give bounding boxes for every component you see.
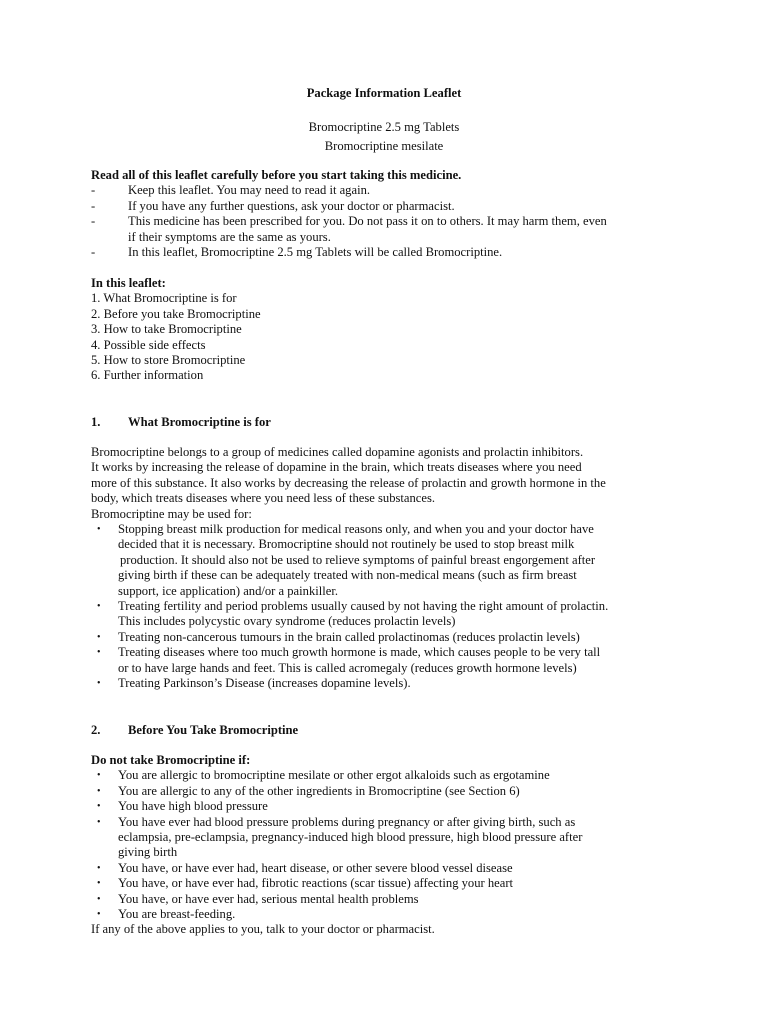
- section-1-heading: [91, 415, 271, 430]
- list-item-line: Stopping breast milk production for medical reasons only, and when you and your doctor have: [118, 522, 594, 537]
- closing-note: If any of the above applies to you, talk to your doctor or pharmacist.: [91, 922, 435, 937]
- dash-marker: -: [91, 198, 96, 213]
- intro-item: [91, 183, 691, 198]
- bullet-marker: •: [97, 524, 101, 536]
- product-name: Bromocriptine 2.5 mg Tablets: [308, 120, 460, 134]
- bullet-marker: •: [97, 601, 101, 613]
- bullet-marker: •: [97, 678, 101, 690]
- list-item: [91, 630, 691, 645]
- toc-section: [91, 276, 691, 384]
- toc-item: 1. What Bromocriptine is for: [91, 291, 237, 306]
- list-item-line: giving birth if these can be adequately treated with non-medical means (such as firm breast: [118, 568, 577, 583]
- bullet-marker: •: [97, 801, 101, 813]
- section-number: 1.: [91, 415, 101, 429]
- list-item: [91, 815, 691, 861]
- list-item-line: production. It should also not be used to relieve symptoms of painful breast engorgement after: [120, 552, 596, 567]
- dash-marker: -: [91, 214, 96, 229]
- list-item-line: You have, or have ever had, fibrotic reactions (scar tissue) affecting your heart: [118, 876, 514, 891]
- bullet-marker: •: [97, 893, 101, 905]
- list-item: [91, 676, 691, 691]
- list-item-line: You are allergic to any of the other ingredients in Bromocriptine (see Section 6): [118, 783, 520, 798]
- list-item: [91, 907, 691, 922]
- bullet-marker: •: [97, 878, 101, 890]
- intro-item: [91, 214, 691, 245]
- list-item: [91, 599, 691, 630]
- intro-item-line: In this leaflet, Bromocriptine 2.5 mg Tablets will be called Bromocriptine.: [128, 245, 503, 260]
- bullet-marker: •: [97, 816, 101, 828]
- intro-item-line: If you have any further questions, ask your doctor or pharmacist.: [128, 198, 455, 213]
- dash-marker: -: [91, 245, 96, 260]
- intro-heading: Read all of this leaflet carefully before you start taking this medicine.: [91, 168, 462, 182]
- list-item-line: You have, or have ever had, serious mental health problems: [118, 891, 419, 906]
- list-item: [91, 892, 691, 907]
- paragraph-line: body, which treats diseases where you need less of these substances.: [91, 491, 436, 506]
- leaflet-title: Package Information Leaflet: [306, 86, 462, 100]
- list-item: [91, 645, 691, 676]
- list-item-line: eclampsia, pre-eclampsia, pregnancy-induced high blood pressure, high blood pressure after: [118, 830, 583, 845]
- paragraph-line: Bromocriptine belongs to a group of medicines called dopamine agonists and prolactin inhibitors.: [91, 445, 584, 459]
- list-item-line: You have high blood pressure: [118, 799, 268, 814]
- dash-marker: -: [91, 183, 96, 198]
- toc-item: 4. Possible side effects: [91, 337, 206, 352]
- bullet-marker: •: [97, 770, 101, 782]
- list-item: [91, 522, 691, 599]
- intro-item-line: if their symptoms are the same as yours.: [128, 229, 331, 244]
- section-2-heading: [91, 723, 298, 738]
- list-item-line: Treating diseases where too much growth hormone is made, which causes people to be very tall: [118, 645, 601, 660]
- list-item-line: This includes polycystic ovary syndrome (reduces prolactin levels): [118, 614, 456, 629]
- section-title: What Bromocriptine is for: [128, 415, 271, 429]
- bullet-marker: •: [97, 909, 101, 921]
- section-title: Before You Take Bromocriptine: [128, 723, 299, 737]
- list-item-line: Treating fertility and period problems usually caused by not having the right amount of prolactin.: [118, 599, 609, 614]
- list-item-line: You have, or have ever had, heart disease, or other severe blood vessel disease: [118, 860, 513, 875]
- toc-item: 5. How to store Bromocriptine: [91, 353, 246, 368]
- list-item-line: You are allergic to bromocriptine mesilate or other ergot alkaloids such as ergotamine: [118, 768, 550, 783]
- intro-item: [91, 199, 691, 214]
- section-1-body: [91, 445, 691, 692]
- paragraph-line: more of this substance. It also works by decreasing the release of prolactin and growth hormone in the: [91, 475, 606, 490]
- list-item: [91, 799, 691, 814]
- list-item-line: giving birth: [118, 845, 178, 860]
- list-item-line: Treating Parkinson’s Disease (increases dopamine levels).: [118, 676, 411, 691]
- toc-item: 2. Before you take Bromocriptine: [91, 306, 261, 321]
- list-item-line: or to have large hands and feet. This is called acromegaly (reduces growth hormone levels): [118, 660, 577, 675]
- intro-item: [91, 245, 691, 260]
- list-item: [91, 876, 691, 891]
- list-item: [91, 861, 691, 876]
- bullet-marker: •: [97, 785, 101, 797]
- toc-item: 3. How to take Bromocriptine: [91, 322, 242, 337]
- bullet-marker: •: [97, 631, 101, 643]
- intro-item-line: This medicine has been prescribed for you. Do not pass it on to others. It may harm them, even: [128, 214, 607, 229]
- paragraph-line: Bromocriptine may be used for:: [91, 506, 252, 521]
- list-item-line: support, ice application) and/or a painkiller.: [118, 583, 338, 598]
- list-item-line: Treating non-cancerous tumours in the brain called prolactinomas (reduces prolactin levels): [118, 629, 580, 644]
- list-item-line: decided that it is necessary. Bromocriptine should not routinely be used to stop breast milk: [118, 537, 575, 552]
- bullet-marker: •: [97, 647, 101, 659]
- section-2-body: [91, 753, 691, 938]
- list-item: [91, 784, 691, 799]
- toc-item: 6. Further information: [91, 368, 204, 383]
- intro-item-line: Keep this leaflet. You may need to read it again.: [128, 183, 371, 198]
- list-item-line: You have ever had blood pressure problems during pregnancy or after giving birth, such as: [118, 814, 576, 829]
- section-number: 2.: [91, 723, 101, 737]
- active-substance: Bromocriptine mesilate: [324, 139, 444, 153]
- bullet-marker: •: [97, 862, 101, 874]
- toc-heading: In this leaflet:: [91, 276, 166, 290]
- list-item-line: You are breast-feeding.: [118, 907, 236, 922]
- subheading: Do not take Bromocriptine if:: [91, 753, 251, 767]
- paragraph-line: It works by increasing the release of dopamine in the brain, which treats diseases where you need: [91, 460, 582, 475]
- intro-section: [91, 168, 691, 260]
- list-item: [91, 768, 691, 783]
